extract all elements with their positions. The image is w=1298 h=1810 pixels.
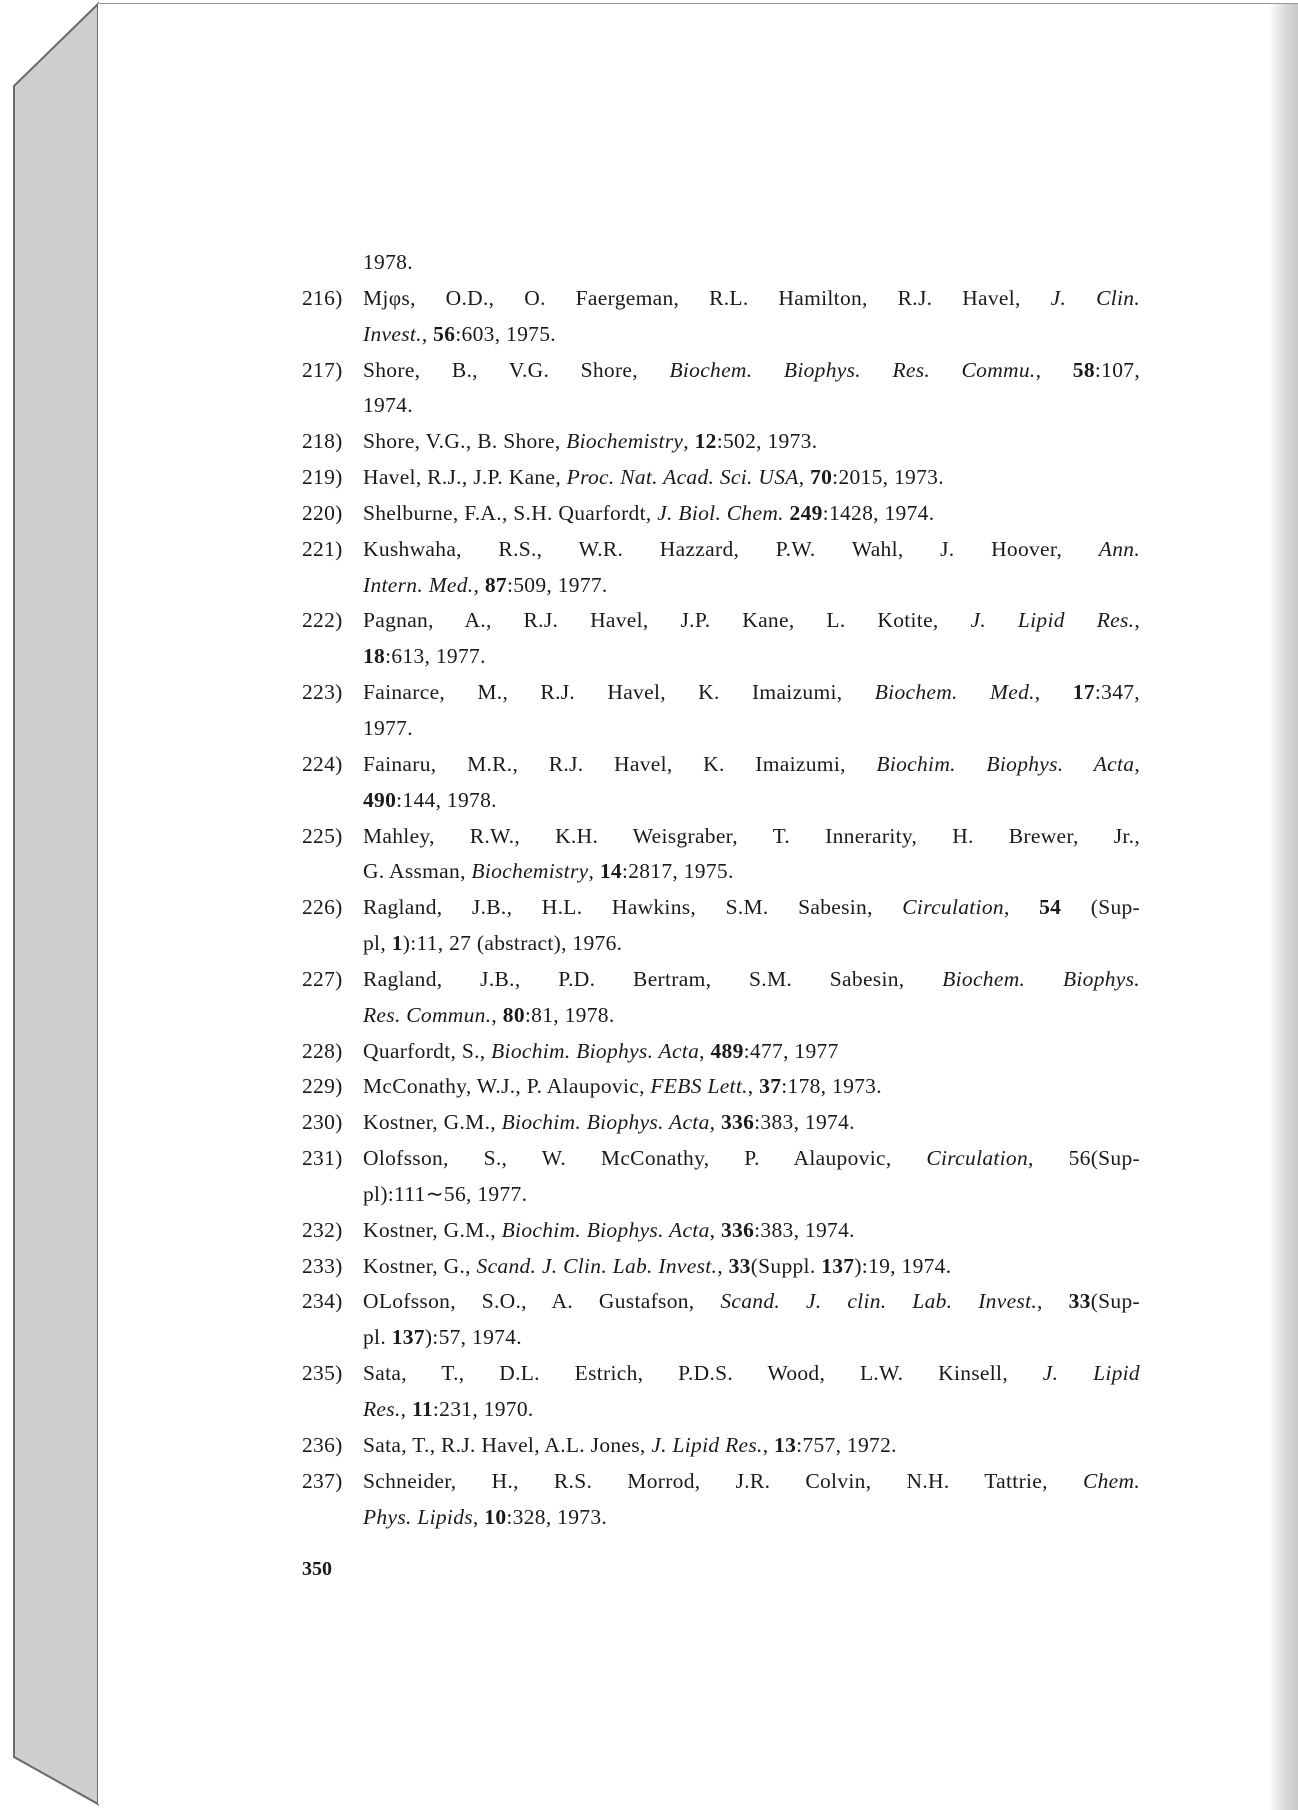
reference-segment: (Sup- [1061, 895, 1140, 920]
reference-entry [302, 353, 1140, 389]
page-edge-shadow [1268, 4, 1298, 1810]
reference-text [363, 460, 1140, 496]
volume-number: 33 [1068, 1289, 1091, 1314]
reference-text [363, 317, 1140, 353]
reference-segment: , [400, 1397, 412, 1421]
reference-number: 237) [302, 1468, 343, 1493]
reference-segment: ):57, 1974. [424, 1325, 522, 1350]
reference-segment: , [709, 1217, 721, 1242]
journal-name: Chem. [1082, 1468, 1140, 1493]
reference-segment: Kostner, G.M., [363, 1110, 502, 1135]
reference-segment: 1974. [363, 393, 413, 418]
reference-text [363, 998, 1140, 1034]
reference-continuation-line [302, 1177, 1140, 1213]
reference-segment: , [1134, 608, 1140, 633]
reference-number: 233) [302, 1253, 343, 1278]
reference-number: 223) [302, 680, 343, 705]
reference-number: 226) [302, 895, 343, 920]
reference-text [363, 281, 1140, 317]
reference-segment: :144, 1978. [396, 787, 497, 812]
volume-number: 58 [1072, 357, 1095, 382]
reference-text [363, 1213, 1140, 1249]
volume-number: 12 [694, 429, 717, 454]
reference-continuation-line [302, 998, 1140, 1034]
reference-segment: :81, 1978. [524, 1002, 615, 1027]
reference-text [363, 711, 1140, 747]
reference-segment: pl):111∼56, 1977. [363, 1181, 528, 1206]
volume-number: 14 [599, 859, 622, 884]
reference-segment: (Suppl. [750, 1253, 822, 1278]
volume-number: 13 [774, 1432, 797, 1457]
reference-segment: :613, 1977. [385, 644, 486, 669]
page-number: 350 [302, 1558, 332, 1580]
reference-entry [302, 281, 1140, 317]
journal-name: Biochem. Biophys. Res. Commu. [669, 357, 1036, 382]
reference-text [363, 819, 1140, 855]
reference-segment: , [421, 321, 434, 346]
reference-number: 225) [302, 823, 343, 848]
reference-text [363, 1392, 1140, 1428]
reference-text [363, 353, 1140, 389]
journal-name: Circulation [926, 1146, 1029, 1171]
reference-segment: :509, 1977. [506, 572, 608, 597]
volume-number: 70 [810, 465, 833, 490]
reference-text [363, 747, 1140, 783]
reference-number: 219) [302, 465, 343, 490]
reference-continuation-line [302, 926, 1140, 962]
reference-entry [302, 1069, 1140, 1105]
reference-segment: Kushwaha, R.S., W.R. Hazzard, P.W. Wahl, J. Hoover, [363, 536, 1099, 561]
volume-number: 137 [391, 1325, 425, 1350]
reference-text [363, 1105, 1140, 1141]
reference-text [363, 890, 1140, 926]
reference-continuation-line [302, 711, 1140, 747]
reference-text [363, 1177, 1140, 1213]
reference-segment: , [491, 1002, 503, 1027]
volume-number: 54 [1039, 895, 1062, 920]
reference-segment: :328, 1973. [506, 1504, 608, 1529]
reference-segment: Fainaru, M.R., R.J. Havel, K. Imaizumi, [363, 751, 877, 776]
reference-text [363, 1034, 1140, 1070]
journal-name: Biochem. Med. [874, 680, 1035, 705]
reference-segment: G. Assman, [363, 859, 472, 884]
reference-number: 234) [302, 1289, 343, 1314]
reference-segment: OLofsson, S.O., A. Gustafson, [363, 1289, 721, 1314]
reference-segment: McConathy, W.J., P. Alaupovic, [363, 1074, 651, 1099]
reference-number: 224) [302, 751, 343, 776]
reference-text [363, 532, 1140, 568]
reference-number: 220) [302, 500, 343, 525]
reference-text [363, 1284, 1140, 1320]
reference-segment: , [1034, 680, 1073, 705]
reference-segment: :502, 1973. [716, 429, 818, 454]
reference-text [363, 854, 1140, 890]
reference-entry [302, 819, 1140, 855]
reference-segment: :477, 1977 [743, 1038, 839, 1063]
reference-number: 228) [302, 1038, 343, 1063]
reference-number: 235) [302, 1361, 343, 1386]
volume-number: 37 [759, 1074, 782, 1099]
reference-segment: , [1003, 895, 1040, 920]
reference-entry [302, 245, 1140, 281]
reference-segment: :383, 1974. [754, 1217, 855, 1242]
reference-segment: , [1134, 751, 1140, 776]
reference-segment: , 56(Sup- [1028, 1146, 1140, 1171]
reference-entry [302, 460, 1140, 496]
reference-text [363, 496, 1140, 532]
reference-segment: , [588, 859, 600, 884]
journal-name: Biochemistry [471, 859, 589, 884]
reference-text [363, 245, 1140, 281]
reference-entry [302, 675, 1140, 711]
journal-name: FEBS Lett. [650, 1074, 748, 1099]
reference-text [363, 1428, 1140, 1464]
reference-entry [302, 603, 1140, 639]
reference-entry [302, 747, 1140, 783]
reference-segment: , [699, 1038, 711, 1063]
reference-segment: Kostner, G., [363, 1253, 477, 1278]
reference-segment: :1428, 1974. [822, 500, 935, 525]
journal-name: J. Lipid Res. [970, 608, 1135, 633]
reference-number: 236) [302, 1432, 343, 1457]
journal-name: Biochim. Biophys. Acta [876, 751, 1135, 776]
journal-name: Res. Commun. [363, 1002, 492, 1027]
journal-name: J. Lipid [1042, 1361, 1140, 1386]
reference-segment: :347, [1094, 680, 1140, 705]
volume-number: 11 [411, 1397, 433, 1421]
reference-segment: :383, 1974. [754, 1110, 855, 1135]
reference-continuation-line [302, 388, 1140, 424]
reference-entry [302, 1284, 1140, 1320]
journal-name: Scand. J. Clin. Lab. Invest. [476, 1253, 718, 1278]
reference-entry [302, 1356, 1140, 1392]
reference-segment: 1978. [363, 250, 413, 274]
journal-name: J. Biol. Chem. [657, 500, 784, 525]
reference-number: 232) [302, 1217, 343, 1242]
reference-number: 218) [302, 429, 343, 454]
reference-segment: Fainarce, M., R.J. Havel, K. Imaizumi, [363, 680, 875, 705]
reference-segment: , [683, 429, 695, 454]
volume-number: 18 [363, 644, 386, 669]
reference-segment: , [1037, 1289, 1069, 1314]
volume-number: 490 [363, 787, 397, 812]
reference-segment: , [762, 1432, 775, 1457]
reference-segment: Ragland, J.B., P.D. Bertram, S.M. Sabesin, [363, 966, 943, 991]
reference-continuation-line [302, 1392, 1140, 1428]
volume-number: 33 [728, 1253, 751, 1278]
journal-name: Scand. J. clin. Lab. Invest. [720, 1289, 1038, 1314]
reference-number: 217) [302, 357, 343, 382]
volume-number: 1 [391, 931, 403, 956]
reference-segment: :107, [1094, 357, 1140, 382]
reference-entry [302, 1213, 1140, 1249]
journal-name: Intern. Med. [363, 572, 474, 597]
reference-entry [302, 890, 1140, 926]
volume-number: 489 [710, 1038, 744, 1063]
journal-name: Circulation [902, 895, 1004, 920]
reference-segment: Ragland, J.B., H.L. Hawkins, S.M. Sabesin, [363, 895, 903, 920]
reference-segment: :2015, 1973. [832, 465, 944, 490]
reference-segment: :603, 1975. [455, 321, 556, 346]
reference-continuation-line [302, 854, 1140, 890]
reference-number: 216) [302, 285, 343, 310]
journal-name: Proc. Nat. Acad. Sci. USA [566, 465, 799, 490]
reference-continuation-line [302, 1320, 1140, 1356]
reference-segment: , [709, 1110, 721, 1135]
reference-text [363, 1320, 1140, 1356]
journal-name: Res. [363, 1397, 401, 1421]
journal-name: Invest. [363, 321, 422, 346]
journal-name: Ann. [1098, 536, 1140, 561]
reference-number: 229) [302, 1074, 343, 1099]
reference-text [363, 424, 1140, 460]
reference-segment: Mjφs, O.D., O. Faergeman, R.L. Hamilton, R.J. Havel, [363, 285, 1051, 310]
reference-entry [302, 1464, 1140, 1500]
reference-text [363, 1069, 1140, 1105]
reference-segment: Kostner, G.M., [363, 1217, 502, 1242]
reference-text [363, 639, 1140, 675]
reference-entry [302, 532, 1140, 568]
book-spine [0, 0, 100, 1806]
reference-segment: Shore, V.G., B. Shore, [363, 429, 567, 454]
reference-segment: Pagnan, A., R.J. Havel, J.P. Kane, L. Kotite, [363, 608, 971, 633]
volume-number: 87 [484, 572, 507, 597]
reference-segment: Mahley, R.W., K.H. Weisgraber, T. Innerarity, H. Brewer, Jr., [363, 823, 1140, 848]
reference-text [363, 1500, 1140, 1536]
journal-name: Biochem. Biophys. [942, 966, 1140, 991]
reference-segment: (Sup- [1090, 1289, 1140, 1314]
reference-segment: 1977. [363, 715, 413, 740]
reference-number: 231) [302, 1146, 343, 1171]
reference-number: 222) [302, 608, 343, 633]
journal-name: Phys. Lipids [363, 1504, 473, 1529]
reference-segment: Schneider, H., R.S. Morrod, J.R. Colvin, N.H. Tattrie, [363, 1468, 1083, 1493]
journal-name: Biochim. Biophys. Acta [491, 1038, 700, 1063]
reference-text [363, 1141, 1140, 1177]
journal-name: Biochim. Biophys. Acta [501, 1217, 710, 1242]
reference-segment: Olofsson, S., W. McConathy, P. Alaupovic, [363, 1146, 927, 1171]
reference-segment: , [473, 572, 485, 597]
reference-segment: ):11, 27 (abstract), 1976. [402, 931, 623, 956]
reference-text [363, 675, 1140, 711]
volume-number: 336 [721, 1217, 755, 1242]
reference-segment: Shore, B., V.G. Shore, [363, 357, 670, 382]
reference-number: 227) [302, 966, 343, 991]
reference-segment: Havel, R.J., J.P. Kane, [363, 465, 567, 490]
reference-text [363, 926, 1140, 962]
reference-text [363, 1249, 1140, 1285]
reference-list [302, 245, 1140, 1535]
reference-entry [302, 424, 1140, 460]
volume-number: 336 [721, 1110, 755, 1135]
volume-number: 17 [1072, 680, 1095, 705]
reference-segment: Sata, T., D.L. Estrich, P.D.S. Wood, L.W. Kinsell, [363, 1361, 1043, 1386]
reference-segment: , [1035, 357, 1073, 382]
journal-name: J. Clin. [1050, 285, 1140, 310]
reference-continuation-line [302, 568, 1140, 604]
reference-entry [302, 496, 1140, 532]
journal-name: J. Lipid Res. [651, 1432, 763, 1457]
journal-name: Biochim. Biophys. Acta [501, 1110, 710, 1135]
reference-number: 221) [302, 536, 343, 561]
reference-entry [302, 1249, 1140, 1285]
reference-text [363, 1356, 1140, 1392]
reference-segment: Sata, T., R.J. Havel, A.L. Jones, [363, 1432, 652, 1457]
reference-segment: :231, 1970. [432, 1397, 534, 1421]
reference-text [363, 1464, 1140, 1500]
reference-segment: Shelburne, F.A., S.H. Quarfordt, [363, 500, 658, 525]
reference-text [363, 603, 1140, 639]
reference-text [363, 388, 1140, 424]
reference-segment: , [747, 1074, 760, 1099]
reference-entry [302, 962, 1140, 998]
volume-number: 10 [484, 1504, 507, 1529]
reference-entry [302, 1105, 1140, 1141]
reference-entry [302, 1141, 1140, 1177]
reference-segment: pl, [363, 931, 392, 956]
reference-number: 230) [302, 1110, 343, 1135]
volume-number: 80 [502, 1002, 525, 1027]
reference-segment: :178, 1973. [781, 1074, 882, 1099]
volume-number: 137 [821, 1253, 855, 1278]
reference-continuation-line [302, 1500, 1140, 1536]
reference-continuation-line [302, 317, 1140, 353]
reference-segment: ):19, 1974. [854, 1253, 952, 1278]
reference-entry [302, 1034, 1140, 1070]
reference-continuation-line [302, 639, 1140, 675]
reference-segment: , [717, 1253, 729, 1278]
reference-text [363, 962, 1140, 998]
reference-segment: , [472, 1504, 485, 1529]
reference-segment: :757, 1972. [796, 1432, 897, 1457]
reference-continuation-line [302, 783, 1140, 819]
reference-segment: pl. [363, 1325, 392, 1350]
reference-segment: Quarfordt, S., [363, 1038, 492, 1063]
reference-entry [302, 1428, 1140, 1464]
reference-text [363, 783, 1140, 819]
reference-segment: , [798, 465, 811, 490]
reference-segment: :2817, 1975. [621, 859, 734, 884]
reference-text [363, 568, 1140, 604]
volume-number: 249 [789, 500, 823, 525]
volume-number: 56 [433, 321, 456, 346]
journal-name: Biochemistry [566, 429, 684, 454]
